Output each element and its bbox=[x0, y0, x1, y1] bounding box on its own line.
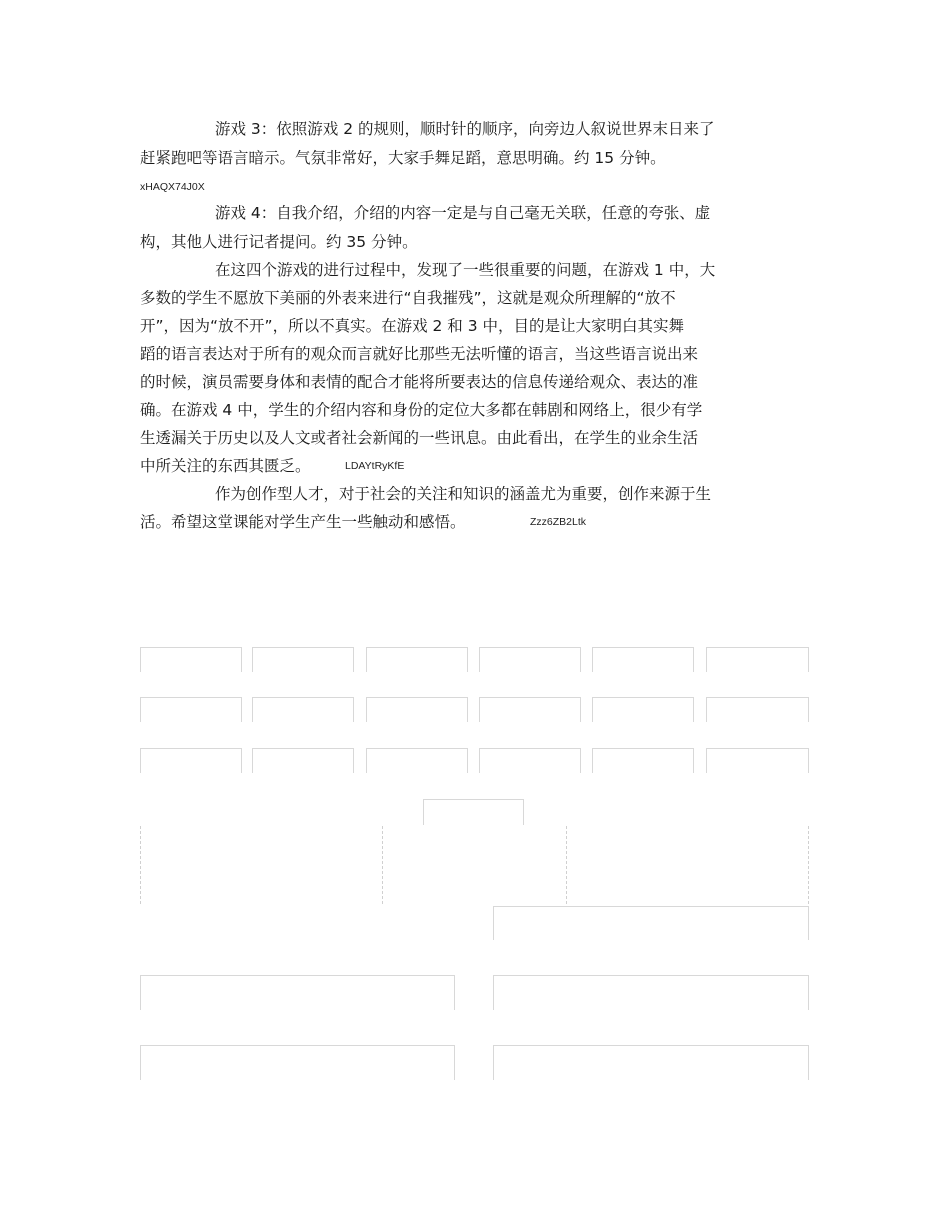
empty-box bbox=[140, 697, 242, 722]
dashed-divider bbox=[566, 826, 567, 904]
empty-box bbox=[366, 697, 468, 722]
empty-box bbox=[493, 975, 809, 1010]
paragraph-analysis-line4: 蹈的语言表达对于所有的观众而言就好比那些无法听懂的语言，当这些语言说出来 bbox=[140, 345, 699, 363]
empty-box bbox=[706, 647, 809, 672]
dashed-divider bbox=[382, 826, 383, 904]
empty-box bbox=[140, 647, 242, 672]
empty-box bbox=[479, 697, 581, 722]
paragraph-analysis-line8: 中所关注的东西其匮乏。 bbox=[140, 457, 311, 475]
empty-box bbox=[592, 647, 694, 672]
empty-box bbox=[140, 1045, 455, 1080]
dashed-divider bbox=[140, 826, 141, 904]
empty-box bbox=[252, 647, 354, 672]
paragraph-conclusion-line1: 作为创作型人才，对于社会的关注和知识的涵盖尤为重要，创作来源于生 bbox=[215, 485, 712, 503]
empty-box bbox=[592, 697, 694, 722]
empty-box bbox=[366, 647, 468, 672]
paragraph-analysis-line5: 的时候，演员需要身体和表情的配合才能将所要表达的信息传递给观众、表达的准 bbox=[140, 373, 699, 391]
empty-box bbox=[493, 906, 809, 940]
empty-box bbox=[366, 748, 468, 773]
paragraph-game4-line1: 游戏 4：自我介绍，介绍的内容一定是与自己毫无关联，任意的夸张、虚 bbox=[215, 204, 711, 222]
empty-box bbox=[423, 799, 524, 825]
empty-box bbox=[140, 748, 242, 773]
empty-box bbox=[592, 748, 694, 773]
paragraph-analysis-line6: 确。在游戏 4 中，学生的介绍内容和身份的定位大多都在韩剧和网络上，很少有学 bbox=[140, 401, 703, 419]
empty-box bbox=[140, 975, 455, 1010]
empty-box bbox=[479, 748, 581, 773]
code-text-1: xHAQX74J0X bbox=[140, 181, 205, 193]
paragraph-analysis-line7: 生透漏关于历史以及人文或者社会新闻的一些讯息。由此看出，在学生的业余生活 bbox=[140, 429, 699, 447]
empty-box bbox=[493, 1045, 809, 1080]
dashed-divider bbox=[808, 826, 809, 904]
paragraph-game4-line2: 构，其他人进行记者提问。约 35 分钟。 bbox=[140, 233, 418, 251]
paragraph-analysis-line3: 开”，因为“放不开”，所以不真实。在游戏 2 和 3 中，目的是让大家明白其实舞 bbox=[140, 317, 685, 335]
empty-box bbox=[479, 647, 581, 672]
empty-box bbox=[252, 697, 354, 722]
code-text-2: LDAYtRyKfE bbox=[345, 460, 405, 472]
empty-box bbox=[252, 748, 354, 773]
paragraph-analysis-line1: 在这四个游戏的进行过程中，发现了一些很重要的问题，在游戏 1 中，大 bbox=[215, 261, 716, 279]
code-text-3: Zzz6ZB2Ltk bbox=[530, 516, 587, 528]
paragraph-conclusion-line2: 活。希望这堂课能对学生产生一些触动和感悟。 bbox=[140, 513, 466, 531]
empty-box bbox=[706, 697, 809, 722]
paragraph-analysis-line2: 多数的学生不愿放下美丽的外表来进行“自我摧残”，这就是观众所理解的“放不 bbox=[140, 289, 676, 307]
paragraph-game3-line2: 赶紧跑吧等语言暗示。气氛非常好，大家手舞足蹈，意思明确。约 15 分钟。 bbox=[140, 149, 666, 167]
paragraph-game3-line1: 游戏 3：依照游戏 2 的规则，顺时针的顺序，向旁边人叙说世界末日来了 bbox=[215, 120, 715, 138]
empty-box bbox=[706, 748, 809, 773]
